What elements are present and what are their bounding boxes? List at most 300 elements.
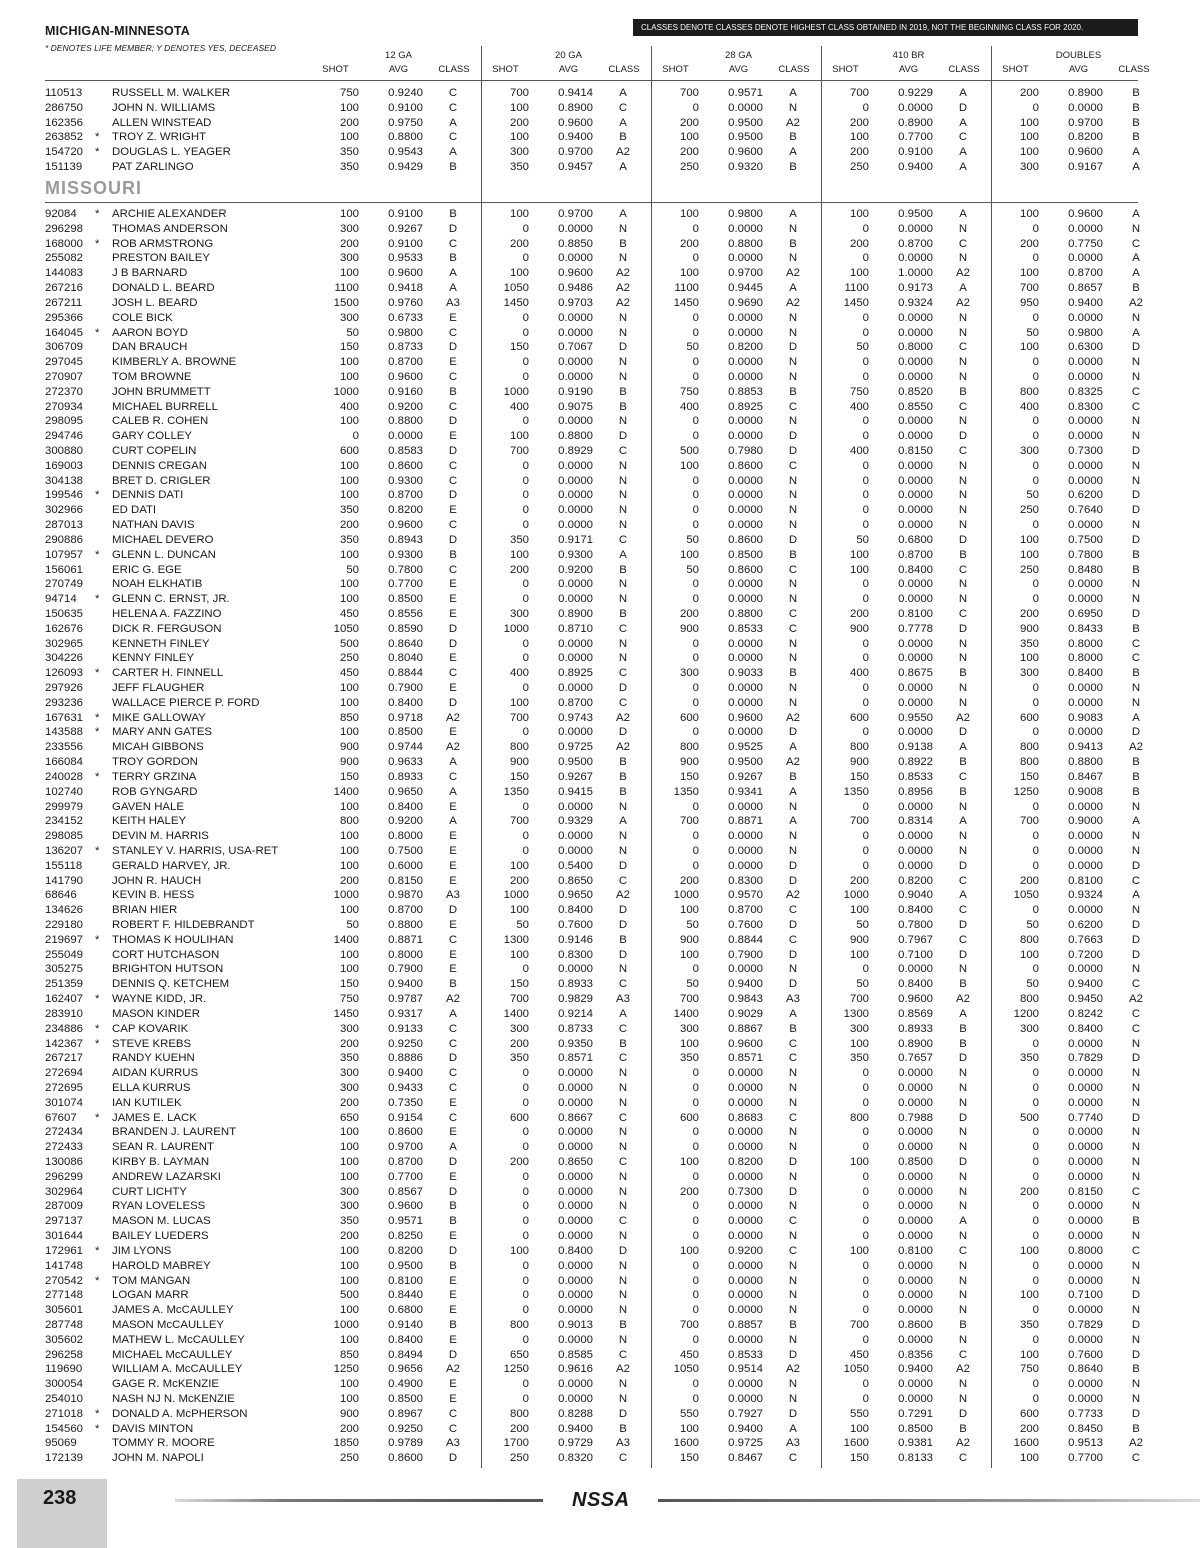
g2-shot: 0 bbox=[692, 326, 699, 339]
state-title: MICHIGAN-MINNESOTA bbox=[45, 24, 191, 38]
column-header-shot: SHOT bbox=[662, 64, 689, 75]
g2-avg: 0.0000 bbox=[728, 1230, 763, 1243]
g0-class: E bbox=[449, 830, 457, 843]
member-name: DENNIS CREGAN bbox=[112, 459, 207, 472]
g4-class: D bbox=[1131, 1052, 1141, 1065]
table-row bbox=[0, 577, 1200, 592]
g4-shot: 0 bbox=[1032, 1081, 1039, 1094]
table-row bbox=[0, 918, 1200, 933]
g2-shot: 200 bbox=[679, 607, 699, 620]
g3-avg: 0.0000 bbox=[898, 326, 933, 339]
g0-class: C bbox=[448, 237, 458, 250]
member-name: MIKE GALLOWAY bbox=[112, 711, 206, 724]
member-name: DEVIN M. HARRIS bbox=[112, 830, 209, 843]
g4-class: B bbox=[1132, 1422, 1140, 1435]
g2-avg: 0.0000 bbox=[728, 652, 763, 665]
g4-class: B bbox=[1132, 622, 1140, 635]
g2-class: B bbox=[789, 1022, 797, 1035]
g3-avg: 0.0000 bbox=[898, 101, 933, 114]
g0-avg: 0.6000 bbox=[388, 859, 423, 872]
g3-avg: 0.0000 bbox=[898, 1304, 933, 1317]
member-name: GLENN L. DUNCAN bbox=[112, 548, 216, 561]
g2-shot: 200 bbox=[679, 1185, 699, 1198]
g2-shot: 0 bbox=[692, 1096, 699, 1109]
g4-class: B bbox=[1132, 770, 1140, 783]
g2-shot: 0 bbox=[692, 430, 699, 443]
g0-shot: 100 bbox=[339, 1333, 359, 1346]
g4-class: C bbox=[1131, 874, 1141, 887]
g2-class: N bbox=[788, 101, 798, 114]
member-name: MICHAEL McCAULLEY bbox=[112, 1348, 233, 1361]
g1-class: N bbox=[618, 637, 628, 650]
g4-shot: 300 bbox=[1019, 161, 1039, 174]
g1-class: N bbox=[618, 844, 628, 857]
member-name: JOSH L. BEARD bbox=[112, 296, 198, 309]
table-row bbox=[0, 1303, 1200, 1318]
member-name: THOMAS K HOULIHAN bbox=[112, 933, 234, 946]
g2-shot: 900 bbox=[679, 756, 699, 769]
table-row bbox=[0, 414, 1200, 429]
g3-shot: 800 bbox=[849, 1111, 869, 1124]
g3-class: A2 bbox=[956, 296, 970, 309]
g1-avg: 0.9400 bbox=[558, 131, 593, 144]
g2-shot: 0 bbox=[692, 415, 699, 428]
g1-avg: 0.8800 bbox=[558, 430, 593, 443]
g0-avg: 0.0000 bbox=[388, 430, 423, 443]
g4-class: N bbox=[1131, 682, 1141, 694]
g1-avg: 0.8733 bbox=[558, 1022, 593, 1035]
g3-class: N bbox=[958, 593, 968, 606]
g2-class: D bbox=[788, 1348, 798, 1361]
g2-shot: 450 bbox=[679, 1348, 699, 1361]
g0-class: C bbox=[448, 770, 458, 783]
g1-avg: 0.8400 bbox=[558, 904, 593, 917]
g2-shot: 0 bbox=[692, 830, 699, 843]
g3-avg: 0.0000 bbox=[898, 652, 933, 665]
g3-class: N bbox=[958, 370, 968, 383]
g2-shot: 0 bbox=[692, 1230, 699, 1243]
column-header-avg: AVG bbox=[728, 64, 749, 75]
g4-shot: 0 bbox=[1032, 696, 1039, 709]
g4-avg: 0.9000 bbox=[1068, 815, 1103, 828]
g0-avg: 0.9600 bbox=[388, 1200, 423, 1213]
column-header-shot: SHOT bbox=[322, 64, 349, 75]
g0-shot: 100 bbox=[339, 101, 359, 114]
member-id: 287009 bbox=[45, 1200, 84, 1213]
g3-shot: 0 bbox=[862, 252, 869, 265]
g2-class: C bbox=[788, 459, 798, 472]
member-name: MARY ANN GATES bbox=[112, 726, 213, 739]
g1-class: N bbox=[618, 1067, 628, 1080]
g4-class: N bbox=[1131, 1259, 1141, 1272]
g3-avg: 0.0000 bbox=[898, 1067, 933, 1080]
g3-class: D bbox=[958, 1156, 968, 1168]
g1-shot: 650 bbox=[509, 1348, 529, 1361]
table-row bbox=[0, 888, 1200, 903]
g4-avg: 0.8150 bbox=[1068, 1185, 1103, 1198]
g0-class: A bbox=[449, 1141, 457, 1154]
g1-shot: 200 bbox=[509, 1422, 529, 1435]
table-row bbox=[0, 266, 1200, 281]
g4-avg: 0.0000 bbox=[1068, 593, 1103, 606]
g3-shot: 0 bbox=[862, 1141, 869, 1154]
g1-avg: 0.0000 bbox=[558, 1378, 593, 1391]
member-name: ARCHIE ALEXANDER bbox=[112, 208, 227, 220]
member-name: ROB ARMSTRONG bbox=[112, 237, 214, 250]
g1-class: B bbox=[619, 1037, 627, 1050]
g2-avg: 0.0000 bbox=[728, 356, 763, 369]
g2-class: N bbox=[788, 844, 798, 857]
g1-class: D bbox=[618, 430, 628, 443]
g4-shot: 0 bbox=[1032, 1067, 1039, 1080]
member-id: 305602 bbox=[45, 1333, 84, 1346]
g4-shot: 800 bbox=[1019, 741, 1039, 754]
g3-avg: 0.7988 bbox=[898, 1111, 933, 1124]
member-id: 234152 bbox=[45, 815, 84, 828]
g0-class: C bbox=[448, 131, 458, 144]
g4-class: B bbox=[1132, 756, 1140, 769]
g0-class: E bbox=[449, 919, 457, 931]
g4-shot: 700 bbox=[1019, 282, 1039, 295]
table-row bbox=[0, 1229, 1200, 1244]
g2-shot: 600 bbox=[679, 711, 699, 724]
g3-avg: 0.0000 bbox=[898, 1393, 933, 1405]
member-name: JOHN N. WILLIAMS bbox=[112, 101, 216, 114]
g2-class: N bbox=[788, 637, 798, 650]
g0-class: D bbox=[448, 1244, 458, 1257]
g4-avg: 0.9400 bbox=[1068, 978, 1103, 991]
member-name: WALLACE PIERCE P. FORD bbox=[112, 696, 260, 709]
table-row bbox=[0, 755, 1200, 770]
g3-class: D bbox=[958, 919, 968, 931]
g0-shot: 300 bbox=[339, 1200, 359, 1213]
table-body-missouri bbox=[0, 207, 1200, 1466]
g2-class: A bbox=[789, 1007, 797, 1020]
g2-avg: 0.9570 bbox=[728, 889, 763, 902]
g4-shot: 0 bbox=[1032, 252, 1039, 265]
g3-class: N bbox=[958, 504, 968, 517]
table-row bbox=[0, 145, 1200, 160]
g1-shot: 700 bbox=[509, 815, 529, 828]
g0-class: E bbox=[449, 1393, 457, 1405]
member-id: 162676 bbox=[45, 622, 84, 635]
g2-shot: 1000 bbox=[673, 889, 699, 902]
g4-shot: 0 bbox=[1032, 800, 1039, 813]
g0-avg: 0.9800 bbox=[388, 326, 423, 339]
member-id: 240028 bbox=[45, 770, 84, 783]
life-member-mark: * bbox=[95, 1037, 100, 1050]
g1-class: N bbox=[618, 222, 628, 235]
g0-class: C bbox=[448, 474, 458, 487]
g0-class: C bbox=[448, 933, 458, 946]
member-name: CURT COPELIN bbox=[112, 445, 197, 457]
member-id: 267217 bbox=[45, 1052, 84, 1065]
g2-class: N bbox=[788, 1096, 798, 1109]
g1-class: N bbox=[618, 504, 628, 517]
g1-avg: 0.9300 bbox=[558, 548, 593, 561]
member-name: CALEB R. COHEN bbox=[112, 415, 209, 428]
g0-class: A2 bbox=[446, 1363, 460, 1376]
g1-shot: 100 bbox=[509, 267, 529, 280]
g4-class: N bbox=[1131, 1333, 1141, 1346]
g1-avg: 0.9725 bbox=[558, 741, 593, 754]
table-row bbox=[0, 1362, 1200, 1377]
g4-avg: 0.7300 bbox=[1068, 445, 1103, 457]
g0-avg: 0.6800 bbox=[388, 1304, 423, 1317]
g1-class: N bbox=[618, 1378, 628, 1391]
g1-shot: 0 bbox=[522, 726, 529, 739]
g4-shot: 250 bbox=[1019, 504, 1039, 517]
g1-class: A bbox=[619, 815, 627, 828]
g4-class: A2 bbox=[1129, 741, 1143, 754]
g1-class: C bbox=[618, 445, 628, 457]
g2-avg: 0.0000 bbox=[728, 682, 763, 694]
life-member-mark: * bbox=[95, 1274, 100, 1287]
g3-shot: 550 bbox=[849, 1407, 869, 1420]
g3-class: N bbox=[958, 1274, 968, 1287]
member-name: BRANDEN J. LAURENT bbox=[112, 1126, 237, 1139]
table-row bbox=[0, 1125, 1200, 1140]
g1-avg: 0.9400 bbox=[558, 1422, 593, 1435]
g0-shot: 100 bbox=[339, 696, 359, 709]
g1-shot: 50 bbox=[516, 919, 529, 931]
g0-shot: 900 bbox=[339, 741, 359, 754]
g4-shot: 950 bbox=[1019, 296, 1039, 309]
g3-shot: 100 bbox=[849, 904, 869, 917]
g2-shot: 0 bbox=[692, 844, 699, 857]
g1-shot: 0 bbox=[522, 963, 529, 976]
member-name: IAN KUTILEK bbox=[112, 1096, 182, 1109]
g2-avg: 0.8467 bbox=[728, 1452, 763, 1465]
g1-avg: 0.0000 bbox=[558, 1200, 593, 1213]
g1-shot: 0 bbox=[522, 1393, 529, 1405]
g4-class: N bbox=[1131, 1037, 1141, 1050]
g4-avg: 0.0000 bbox=[1068, 1333, 1103, 1346]
g1-avg: 0.7600 bbox=[558, 919, 593, 931]
table-row bbox=[0, 1111, 1200, 1126]
g3-class: N bbox=[958, 459, 968, 472]
group-header: 12 GA bbox=[385, 50, 412, 61]
g3-shot: 100 bbox=[849, 1037, 869, 1050]
g4-class: N bbox=[1131, 830, 1141, 843]
g3-avg: 0.9400 bbox=[898, 1363, 933, 1376]
g1-class: N bbox=[618, 593, 628, 606]
g1-avg: 0.9350 bbox=[558, 1037, 593, 1050]
g2-class: B bbox=[789, 237, 797, 250]
g2-class: B bbox=[789, 548, 797, 561]
member-id: 126093 bbox=[45, 667, 84, 680]
g2-avg: 0.0000 bbox=[728, 1259, 763, 1272]
g3-shot: 0 bbox=[862, 1096, 869, 1109]
g1-class: C bbox=[618, 874, 628, 887]
g3-class: N bbox=[958, 1081, 968, 1094]
g4-class: A bbox=[1132, 161, 1140, 174]
g3-class: C bbox=[958, 933, 968, 946]
g0-shot: 1850 bbox=[333, 1437, 359, 1450]
g3-shot: 0 bbox=[862, 963, 869, 976]
g3-class: N bbox=[958, 252, 968, 265]
g4-class: C bbox=[1131, 400, 1141, 413]
g0-class: D bbox=[448, 904, 458, 917]
g1-avg: 0.0000 bbox=[558, 726, 593, 739]
g3-class: A2 bbox=[956, 993, 970, 1006]
member-id: 301074 bbox=[45, 1096, 84, 1109]
member-name: NATHAN DAVIS bbox=[112, 519, 195, 532]
g4-avg: 0.0000 bbox=[1068, 1037, 1103, 1050]
g2-avg: 0.0000 bbox=[728, 696, 763, 709]
g0-avg: 0.9133 bbox=[388, 1022, 423, 1035]
g3-class: N bbox=[958, 311, 968, 324]
g2-shot: 100 bbox=[679, 1156, 699, 1168]
g3-class: A2 bbox=[956, 1437, 970, 1450]
member-name: RYAN LOVELESS bbox=[112, 1200, 206, 1213]
g4-shot: 250 bbox=[1019, 563, 1039, 576]
g3-avg: 0.0000 bbox=[898, 1200, 933, 1213]
g4-class: C bbox=[1131, 1007, 1141, 1020]
g4-class: D bbox=[1131, 445, 1141, 457]
g1-shot: 300 bbox=[509, 607, 529, 620]
g4-shot: 200 bbox=[1019, 1422, 1039, 1435]
g1-shot: 800 bbox=[509, 1318, 529, 1331]
g2-avg: 0.0000 bbox=[728, 800, 763, 813]
g1-shot: 1000 bbox=[503, 385, 529, 398]
g2-class: B bbox=[789, 385, 797, 398]
life-member-mark: * bbox=[95, 208, 100, 220]
table-row bbox=[0, 977, 1200, 992]
member-name: KIMBERLY A. BROWNE bbox=[112, 356, 237, 369]
g3-class: A2 bbox=[956, 267, 970, 280]
g0-class: A bbox=[449, 756, 457, 769]
g1-shot: 0 bbox=[522, 1259, 529, 1272]
g3-avg: 0.7778 bbox=[898, 622, 933, 635]
g3-shot: 200 bbox=[849, 607, 869, 620]
g2-shot: 100 bbox=[679, 1037, 699, 1050]
g3-shot: 0 bbox=[862, 1274, 869, 1287]
g0-avg: 0.8200 bbox=[388, 504, 423, 517]
g0-avg: 0.8800 bbox=[388, 131, 423, 144]
g3-avg: 0.9500 bbox=[898, 208, 933, 220]
g0-class: C bbox=[448, 101, 458, 114]
g2-avg: 0.9400 bbox=[728, 978, 763, 991]
member-name: DAVIS MINTON bbox=[112, 1422, 194, 1435]
member-name: JOHN R. HAUCH bbox=[112, 874, 202, 887]
g3-shot: 0 bbox=[862, 101, 869, 114]
g3-shot: 1000 bbox=[843, 889, 869, 902]
group-header: 20 GA bbox=[555, 50, 582, 61]
g2-shot: 150 bbox=[679, 770, 699, 783]
g1-shot: 0 bbox=[522, 519, 529, 532]
g4-class: N bbox=[1131, 356, 1141, 369]
g4-shot: 0 bbox=[1032, 904, 1039, 917]
g3-shot: 0 bbox=[862, 415, 869, 428]
g3-shot: 1050 bbox=[843, 1363, 869, 1376]
g4-class: C bbox=[1131, 237, 1141, 250]
g4-avg: 0.0000 bbox=[1068, 696, 1103, 709]
g1-class: N bbox=[618, 800, 628, 813]
member-id: 302965 bbox=[45, 637, 84, 650]
g1-shot: 0 bbox=[522, 1215, 529, 1228]
g0-class: D bbox=[448, 533, 458, 546]
g0-avg: 0.8844 bbox=[388, 667, 423, 680]
g0-avg: 0.9571 bbox=[388, 1215, 423, 1228]
g1-class: D bbox=[618, 341, 628, 354]
g2-class: A3 bbox=[786, 1437, 800, 1450]
g0-class: D bbox=[448, 1185, 458, 1198]
g2-class: A2 bbox=[786, 756, 800, 769]
member-name: ROB GYNGARD bbox=[112, 785, 198, 798]
g0-shot: 1400 bbox=[333, 933, 359, 946]
g3-avg: 0.8675 bbox=[898, 667, 933, 680]
g2-avg: 0.0000 bbox=[728, 1378, 763, 1391]
g1-avg: 0.9600 bbox=[558, 116, 593, 129]
g3-class: D bbox=[958, 726, 968, 739]
member-id: 305601 bbox=[45, 1304, 84, 1317]
g4-class: D bbox=[1131, 1318, 1141, 1331]
g4-shot: 300 bbox=[1019, 667, 1039, 680]
member-name: MASON M. LUCAS bbox=[112, 1215, 211, 1228]
member-id: 229180 bbox=[45, 919, 84, 931]
member-name: SEAN R. LAURENT bbox=[112, 1141, 214, 1154]
g2-class: C bbox=[788, 607, 798, 620]
member-id: 299979 bbox=[45, 800, 84, 813]
g4-avg: 0.8400 bbox=[1068, 1022, 1103, 1035]
g1-shot: 400 bbox=[509, 667, 529, 680]
g1-shot: 0 bbox=[522, 1378, 529, 1391]
g2-avg: 0.8533 bbox=[728, 1348, 763, 1361]
g2-avg: 0.0000 bbox=[728, 222, 763, 235]
member-id: 219697 bbox=[45, 933, 84, 946]
g4-avg: 0.8400 bbox=[1068, 667, 1103, 680]
g3-avg: 0.8400 bbox=[898, 904, 933, 917]
g0-avg: 0.8500 bbox=[388, 726, 423, 739]
g0-class: D bbox=[448, 637, 458, 650]
member-id: 162407 bbox=[45, 993, 84, 1006]
g0-shot: 100 bbox=[339, 356, 359, 369]
table-row bbox=[0, 429, 1200, 444]
g3-class: B bbox=[959, 1318, 967, 1331]
g1-class: B bbox=[619, 237, 627, 250]
member-name: NASH NJ N. McKENZIE bbox=[112, 1393, 235, 1405]
g3-class: C bbox=[958, 607, 968, 620]
g2-class: N bbox=[788, 1141, 798, 1154]
g2-shot: 100 bbox=[679, 1422, 699, 1435]
g3-avg: 0.8533 bbox=[898, 770, 933, 783]
g1-avg: 0.8400 bbox=[558, 1244, 593, 1257]
g3-class: N bbox=[958, 1304, 968, 1317]
g2-class: C bbox=[788, 933, 798, 946]
g0-class: E bbox=[449, 652, 457, 665]
g2-shot: 50 bbox=[686, 978, 699, 991]
member-id: 287748 bbox=[45, 1318, 84, 1331]
member-name: AARON BOYD bbox=[112, 326, 188, 339]
g4-avg: 0.8000 bbox=[1068, 652, 1103, 665]
g1-class: C bbox=[618, 1156, 628, 1168]
g4-avg: 0.0000 bbox=[1068, 459, 1103, 472]
g1-class: N bbox=[618, 459, 628, 472]
g1-shot: 700 bbox=[509, 445, 529, 457]
g2-class: A bbox=[789, 282, 797, 295]
g0-avg: 0.8000 bbox=[388, 948, 423, 961]
g1-avg: 0.0000 bbox=[558, 489, 593, 502]
g1-avg: 0.0000 bbox=[558, 1081, 593, 1094]
g0-shot: 100 bbox=[339, 800, 359, 813]
g2-shot: 0 bbox=[692, 1289, 699, 1302]
g4-avg: 0.0000 bbox=[1068, 1215, 1103, 1228]
g2-shot: 1050 bbox=[673, 1363, 699, 1376]
g1-avg: 0.9486 bbox=[558, 282, 593, 295]
g4-shot: 200 bbox=[1019, 1185, 1039, 1198]
g4-class: C bbox=[1131, 1022, 1141, 1035]
